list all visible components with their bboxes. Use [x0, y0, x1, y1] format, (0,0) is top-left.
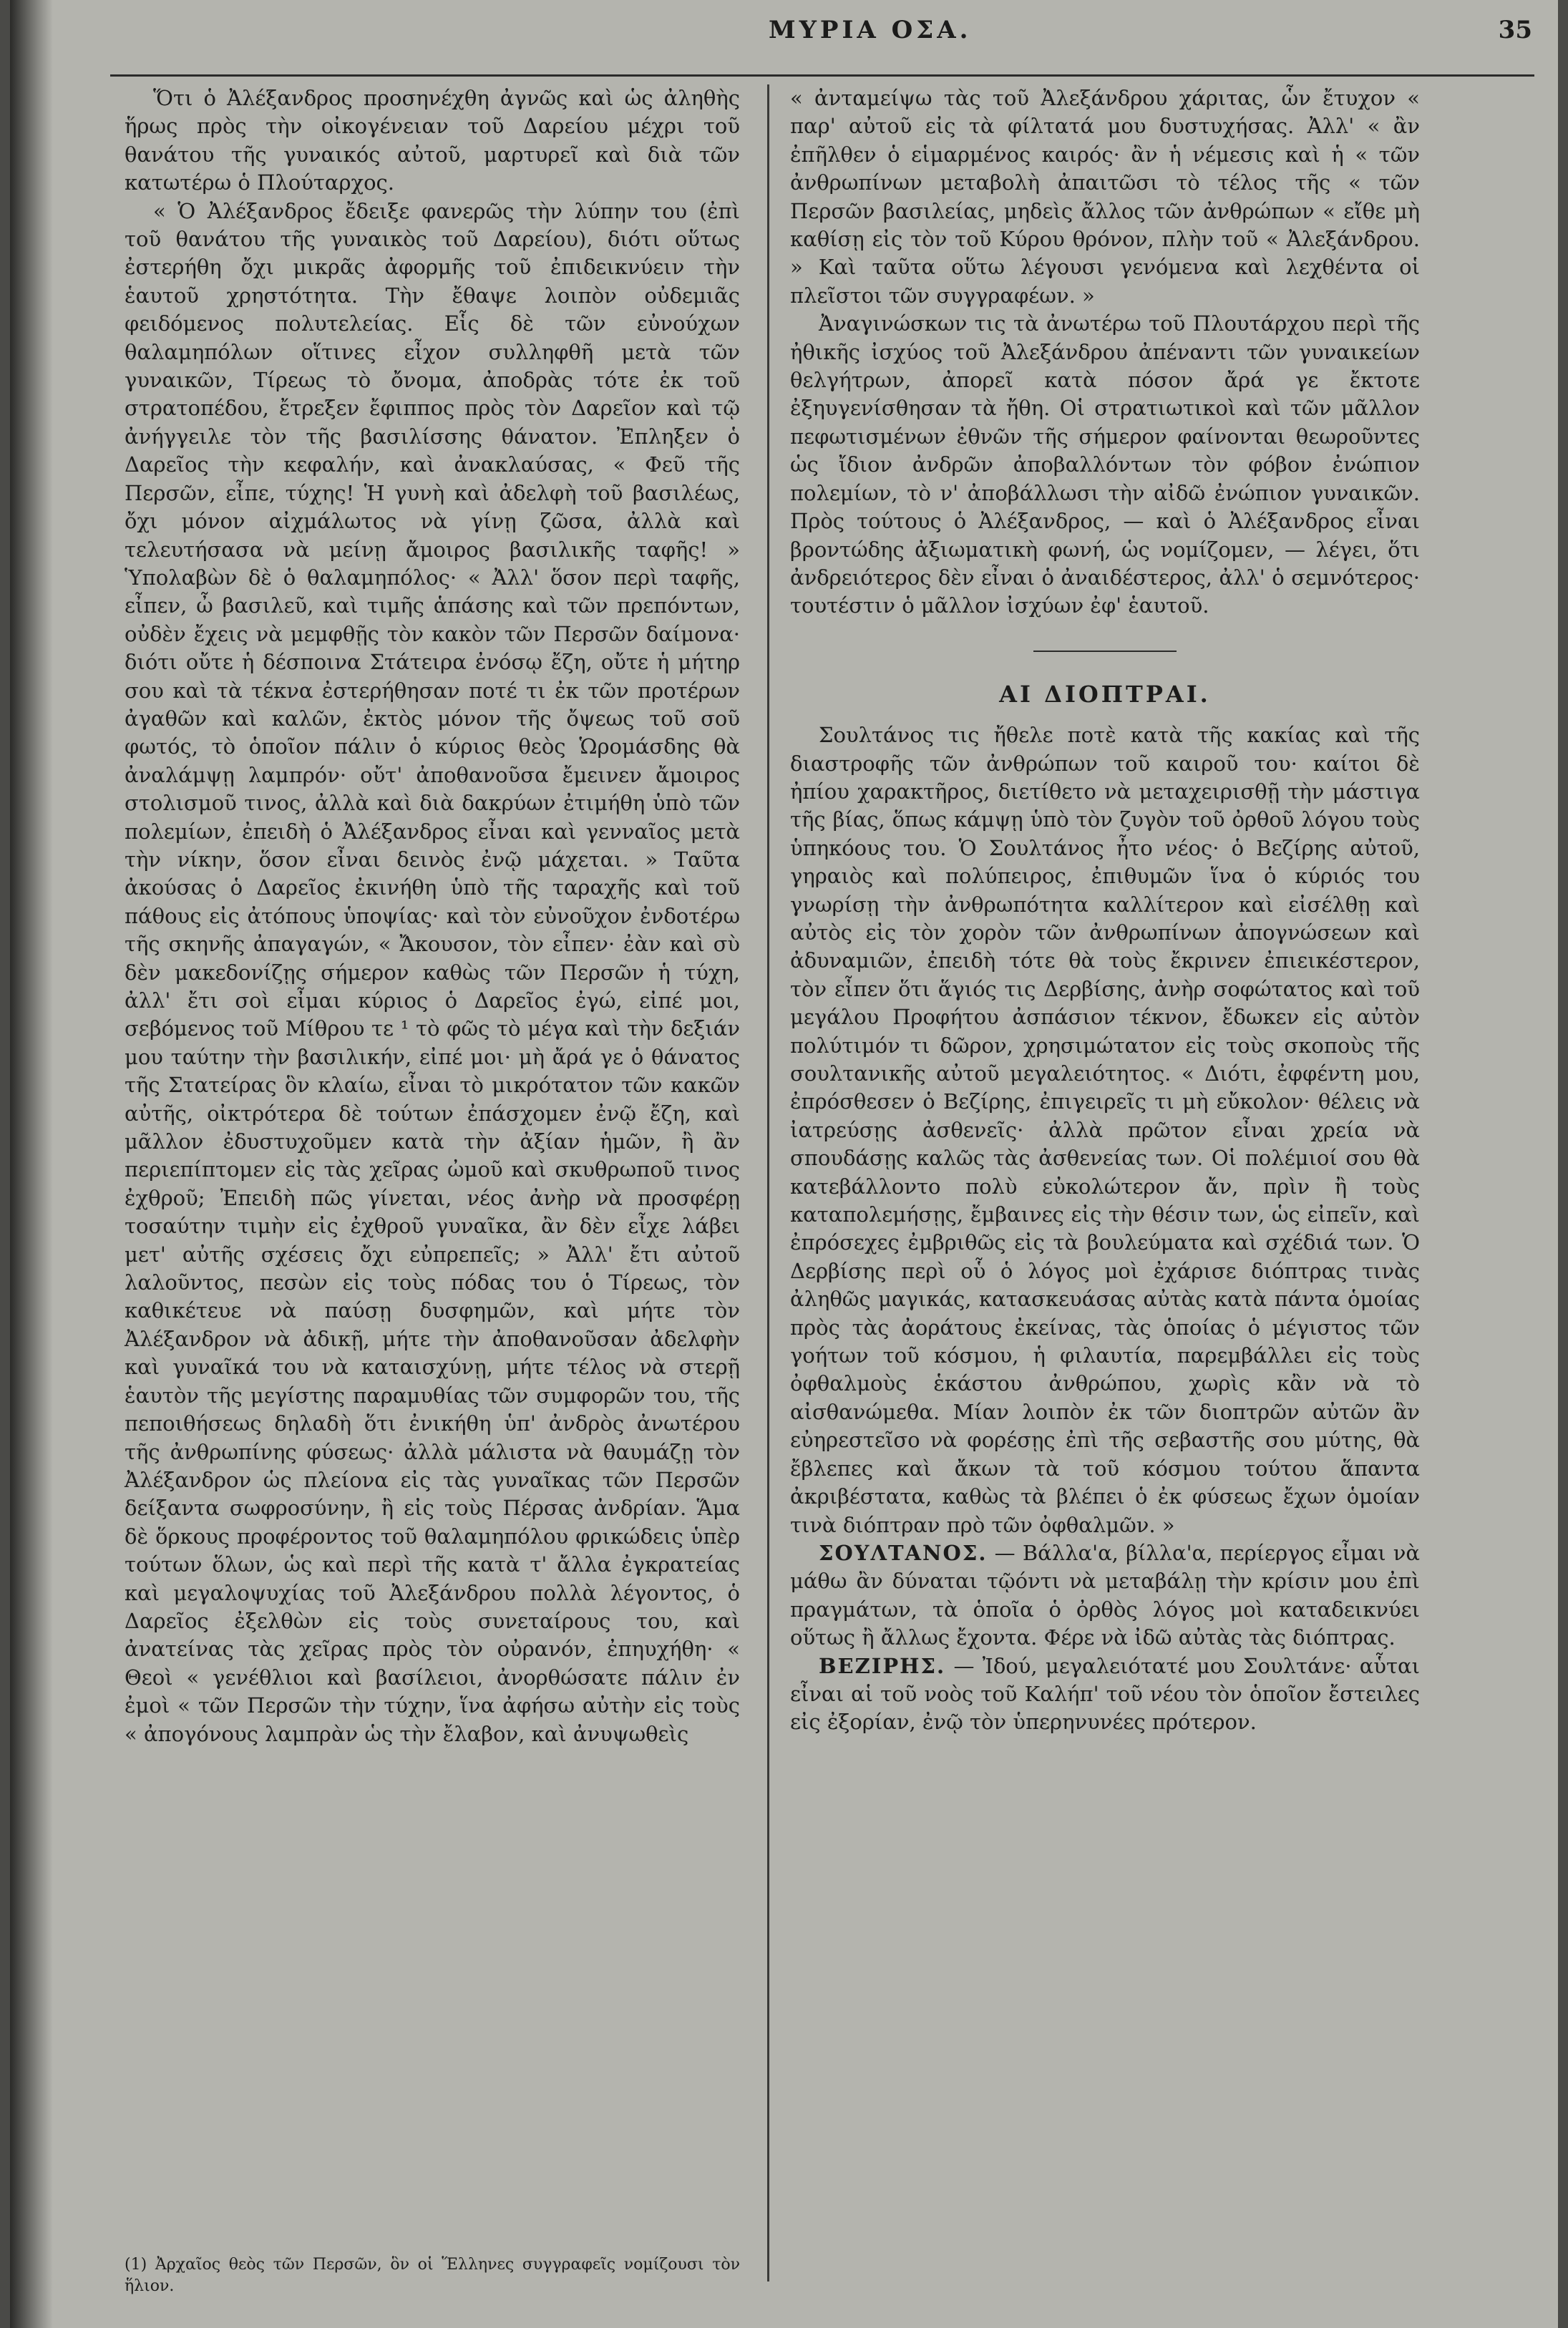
- paragraph-intro: Ὅτι ὁ Ἀλέξανδρος προσηνέχθη ἀγνῶς καὶ ὡς ἀληθὴς ἥρως πρὸς τὴν οἰκογένειαν τοῦ Δαρείου μέχρι τοῦ θανάτου τῆς γυναικός αὐτοῦ, μαρτυρεῖ καὶ διὰ τῶν κατωτέρω ὁ Πλούταρχος.: [125, 86, 740, 195]
- section-divider: [1033, 651, 1177, 652]
- column-divider: [767, 84, 769, 2281]
- page-number: 35: [1498, 16, 1532, 44]
- paragraph-quote-continued: « ἀνταμείψω τὰς τοῦ Ἀλεξάνδρου χάριτας, ὧν ἔτυχον « παρ' αὐτοῦ εἰς τὰ φίλτατά μου δυστυχήσας. Ἀλλ' « ἂν ἐπῆλθεν ὁ εἱμαρμένος καιρός· ἂν ἡ νέμεσις καὶ ἡ « τῶν ἀνθρωπίνων μεταβολὴ ἀπαιτῶσι τὸ τέλος τῆς « τῶν Περσῶν βασιλείας, μηδεὶς ἄλλος τῶν ἀνθρώπων « εἴθε μὴ καθίσῃ εἰς τὸν τοῦ Κύρου θρόνον, πλὴν τοῦ « Ἀλεξάνδρου. » Καὶ ταῦτα οὕτω λέγουσι γενόμενα καὶ λεχθέντα οἱ πλεῖστοι τῶν συγγραφέων. »: [790, 86, 1420, 308]
- paragraph-commentary: Ἀναγινώσκων τις τὰ ἀνωτέρω τοῦ Πλουτάρχου περὶ τῆς ἠθικῆς ἰσχύος τοῦ Ἀλεξάνδρου ἀπέναντι τῶν γυναικείων θελγήτρων, ἀπορεῖ κατὰ πόσον ἄρά γε ἔκτοτε ἐξηυγενίσθησαν τὰ ἤθη. Οἱ στρατιωτικοὶ καὶ τῶν μᾶλλον πεφωτισμένων ἐθνῶν τῆς σήμερον φαίνονται θεωροῦντες ὡς ἴδιον ἀνδρῶν ἀποβαλλόντων τὸν φόβον ἐνώπιον πολεμίων, τὸ ν' ἀποβάλλωσι τὴν αἰδῶ ἐνώπιον γυναικῶν. Πρὸς τούτους ὁ Ἀλέξανδρος, — καὶ ὁ Ἀλέξανδρος εἶναι βροντώδης ἀξιωματικὴ φωνή, ὡς νομίζομεν, — λέγει, ὅτι ἀνδρειότερος δὲν εἶναι ὁ ἀναιδέστερος, ἀλλ' ὁ σεμνότερος· τουτέστιν ὁ μᾶλλον ἰσχύων ἐφ' ἑαυτοῦ.: [790, 311, 1420, 618]
- speaker-sultan: ΣΟΥΛΤΑΝΟΣ.: [819, 1540, 988, 1565]
- paragraph-story: Σουλτάνος τις ἤθελε ποτὲ κατὰ τῆς κακίας καὶ τῆς διαστροφῆς τῶν ἀνθρώπων τοῦ καιροῦ του· καίτοι δὲ ἠπίου χαρακτῆρος, διετίθετο νὰ μεταχειρισθῇ τὴν μάστιγα τῆς βίας, ὅπως κάμψῃ ὑπὸ τὸν ζυγὸν τοῦ ὀρθοῦ λόγου τοὺς ὑπηκόους του. Ὁ Σουλτάνος ἦτο νέος· ὁ Βεζίρης αὐτοῦ, γηραιὸς καὶ πολύπειρος, ἐπιθυμῶν ἵνα ὁ κύριός του γνωρίσῃ τὴν ἀνθρωπότητα καλλίτερον καὶ εἰσέλθῃ καὶ αὐτὸς εἰς τὸν χορὸν τῶν ἀνθρωπίνων ἀπογνώσεων καὶ ἀδυναμιῶν, ἐπειδὴ τότε θὰ τοὺς ἔκρινεν ἐπιεικέστερον, τὸν εἶπεν ὅτι ἅγιός τις Δερβίσης, ἀνὴρ σοφώτατος καὶ τοῦ μεγάλου Προφήτου ἀσπάσιον τέκνον, ἔδωκεν εἰς αὐτὸν πολύτιμόν τι δῶρον, χρησιμώτατον εἰς τοὺς σκοποὺς τῆς σουλτανικῆς αὐτοῦ μεγαλειότητος. « Διότι, ἐφφέντη μου, ἐπρόσθεσεν ὁ Βεζίρης, ἐπιγειρεῖς τι μὴ εὔκολον· θέλεις νὰ ἰατρεύσῃς ἀσθενεῖς· ἀλλὰ πρῶτον εἶναι χρεία νὰ σπουδάσῃς καλῶς τὰς ἀσθενείας των. Οἱ πολέμιοί σου θὰ κατεβάλλοντο πολὺ εὐκολώτερον ἄν, πρὶν ἢ τοὺς καταπολεμήσῃς, ἔμβαινες εἰς τὴν θέσιν των, ὡς εἰπεῖν, καὶ ἐπρόσεχες ἐμβριθῶς εἰς τὰ βουλεύματα καὶ σχέδιά των. Ὁ Δερβίσης περὶ οὗ ὁ λόγος μοὶ ἐχάρισε διόπτρας τινὰς ἀληθῶς μαγικάς, κατασκευάσας αὐτὰς κατὰ πάντα ὁμοίας πρὸς τὰς ἀοράτους ἐκείνας, τὰς ὁποίας ὁ μέγιστος τῶν γοήτων τοῦ κόσμου, ἡ φιλαυτία, παρεμβάλλει εἰς τοὺς ὀφθαλμοὺς ἑκάστου ἀνθρώπου, χωρὶς κἂν νὰ τὸ αἰσθανώμεθα. Μίαν λοιπὸν ἐκ τῶν διοπτρῶν αὐτῶν ἂν εὐηρεστεῖσο νὰ φορέσῃς ἐπὶ τῆς σεβαστῆς σου μύτης, θὰ ἔβλεπες καὶ ἄκων τὰ τοῦ κόσμου τούτου ἅπαντα ἀκριβέστατα, καθὼς τὰ βλέπει ὁ ἐκ φύσεως ἔχων ὁμοίαν τινὰ διόπτραν πρὸ τῶν ὀφθαλμῶν. »: [790, 723, 1420, 1537]
- right-column: [790, 84, 1420, 1737]
- dialogue-sultan: [790, 1539, 1420, 1652]
- left-column: [125, 84, 740, 1748]
- sultan-line: — Βάλλα'α, βίλλα'α, περίεργος εἶμαι νὰ μάθω ἂν δύναται τῷόντι νὰ μεταβάλῃ τὴν κρίσιν μου ἐπὶ πραγμάτων, τὰ ὁποῖα ὁ ὀρθὸς λόγος μοὶ καταδεικνύει οὕτως ἢ ἄλλως ἔχοντα. Φέρε νὰ ἰδῶ αὐτὰς τὰς διόπτρας.: [790, 1540, 1421, 1650]
- newspaper-page: [10, 0, 1558, 2328]
- section-title: ΑΙ ΔΙΟΠΤΡΑΙ.: [999, 680, 1211, 708]
- speaker-vizier: ΒΕΖΙΡΗΣ.: [819, 1653, 946, 1678]
- running-head: ΜΥΡΙΑ ΟΣΑ.: [769, 16, 972, 44]
- dialogue-vizier: [790, 1652, 1420, 1737]
- paragraph-plutarch-quote: « Ὁ Ἀλέξανδρος ἔδειξε φανερῶς τὴν λύπην του (ἐπὶ τοῦ θανάτου τῆς γυναικὸς τοῦ Δαρείου), διότι οὕτως ἐστερήθη ὄχι μικρᾶς ἀφορμῆς τοῦ ἐπιδεικνύειν τὴν ἑαυτοῦ χρηστότητα. Τὴν ἔθαψε λοιπὸν οὐδεμιᾶς φειδόμενος πολυτελείας. Εἷς δὲ τῶν εὐνούχων θαλαμηπόλων οἵτινες εἶχον συλληφθῆ μετὰ τῶν γυναικῶν, Τίρεως τὸ ὄνομα, ἀποδρὰς τότε ἐκ τοῦ στρατοπέδου, ἔτρεξεν ἔφιππος πρὸς τὸν Δαρεῖον καὶ τῷ ἀνήγγειλε τὸν τῆς βασιλίσσης θάνατον. Ἐπληξεν ὁ Δαρεῖος τὴν κεφαλήν, καὶ ἀνακλαύσας, « Φεῦ τῆς Περσῶν, εἶπε, τύχης! Ἡ γυνὴ καὶ ἀδελφὴ τοῦ βασιλέως, ὄχι μόνον αἰχμάλωτος νὰ γίνῃ ζῶσα, ἀλλὰ καὶ τελευτήσασα νὰ μείνῃ ἄμοιρος βασιλικῆς ταφῆς! » Ὑπολαβὼν δὲ ὁ θαλαμηπόλος· « Ἀλλ' ὅσον περὶ ταφῆς, εἶπεν, ὦ βασιλεῦ, καὶ τιμῆς ἁπάσης καὶ τῶν πρεπόντων, οὐδὲν ἔχεις νὰ μεμφθῇς τὸν κακὸν τῶν Περσῶν δαίμονα· διότι οὔτε ἡ δέσποινα Στάτειρα ἐνόσῳ ἔζη, οὔτε ἡ μήτηρ σου καὶ τὰ τέκνα ἐστερήθησαν ποτέ τι ἐκ τῶν προτέρων ἀγαθῶν καὶ καλῶν, ἐκτὸς μόνον τῆς ὄψεως τοῦ σοῦ φωτός, τὸ ὁποῖον πάλιν ὁ κύριος θεὸς Ὡρομάσδης θὰ ἀναλάμψῃ λαμπρόν· οὔτ' ἀποθανοῦσα ἔμεινεν ἄμοιρος στολισμοῦ τινος, ἀλλὰ καὶ διὰ δακρύων ἐτιμήθη ὑπὸ τῶν πολεμίων, ἐπειδὴ ὁ Ἀλέξανδρος εἶναι καὶ γενναῖος μετὰ τὴν νίκην, ὅσον εἶναι δεινὸς ἐνῷ μάχεται. » Ταῦτα ἀκούσας ὁ Δαρεῖος ἐκινήθη ὑπὸ τῆς ταραχῆς καὶ τοῦ πάθους εἰς ἀτόπους ὑποψίας· καὶ τὸν εὐνοῦχον ἐνδοτέρω τῆς σκηνῆς ἀπαγαγών, « Ἄκουσον, τὸν εἶπεν· ἐὰν καὶ σὺ δὲν μακεδονίζῃς σήμερον καθὼς τῶν Περσῶν ἡ τύχη, ἀλλ' ἔτι σοὶ εἶμαι κύριος ὁ Δαρεῖος ἐγώ, εἰπέ μοι, σεβόμενος τοῦ Μίθρου τε ¹ τὸ φῶς τὸ μέγα καὶ τὴν δεξιάν μου ταύτην τὴν βασιλικήν, εἰπέ μοι· μὴ ἄρά γε ὁ θάνατος τῆς Στατείρας ὃν κλαίω, εἶναι τὸ μικρότατον τῶν κακῶν αὐτῆς, οἰκτρότερα δὲ τούτων ἐπάσχομεν ἐνῷ ἔζη, καὶ μᾶλλον ἐδυστυχοῦμεν κατὰ τὴν ἀξίαν ἡμῶν, ἢ ἂν περιεπίπτομεν εἰς τὰς χεῖρας ὠμοῦ καὶ σκυθρωποῦ τινος ἐχθροῦ; Ἐπειδὴ πῶς γίνεται, νέος ἀνὴρ νὰ προσφέρῃ τοσαύτην τιμὴν εἰς ἐχθροῦ γυναῖκα, ἂν δὲν εἶχε λάβει μετ' αὐτῆς σχέσεις ὄχι εὐπρεπεῖς; » Ἀλλ' ἔτι αὐτοῦ λαλοῦντος, πεσὼν εἰς τοὺς πόδας του ὁ Τίρεως, τὸν καθικέτευε νὰ παύσῃ δυσφημῶν, καὶ μήτε τὸν Ἀλέξανδρον νὰ ἀδικῇ, μήτε τὴν ἀποθανοῦσαν ἀδελφὴν καὶ γυναῖκά του νὰ καταισχύνῃ, μήτε τέλος νὰ στερῇ ἑαυτὸν τῆς μεγίστης παραμυθίας τῶν συμφορῶν του, τῆς πεποιθήσεως δηλαδὴ ὅτι ἐνικήθη ὑπ' ἀνδρὸς ἀνωτέρου τῆς ἀνθρωπίνης φύσεως· ἀλλὰ μάλιστα νὰ θαυμάζῃ τὸν Ἀλέξανδρον ὡς πλείονα εἰς τὰς γυναῖκας τῶν Περσῶν δείξαντα σωφροσύνην, ἢ εἰς τοὺς Πέρσας ἀνδρίαν. Ἅμα δὲ ὅρκους προφέροντος τοῦ θαλαμηπόλου φρικώδεις ὑπὲρ τούτων ὅλων, ὡς καὶ περὶ τῆς κατὰ τ' ἄλλα ἐγκρατείας καὶ μεγαλοψυχίας τοῦ Ἀλεξάνδρου πολλὰ λέγοντος, ὁ Δαρεῖος ἐξελθὼν εἰς τοὺς συνεταίρους του, καὶ ἀνατείνας τὰς χεῖρας πρὸς τὸν οὐρανόν, ἐπηυχήθη· « Θεοὶ « γενέθλιοι καὶ βασίλειοι, ἀνορθώσατε πάλιν ἐν ἐμοὶ « τῶν Περσῶν τὴν τύχην, ἵνα ἀφήσω αὐτὴν εἰς τοὺς « ἀπογόνους λαμπρὰν ὡς τὴν ἔλαβον, καὶ ἀνυψωθεὶς: [125, 198, 740, 1746]
- header-rule: [110, 74, 1534, 77]
- binding-shadow: [10, 0, 53, 2328]
- vizier-line: — Ἰδού, μεγαλειότατέ μου Σουλτάνε· αὗται εἶναι αἱ τοῦ νοὸς τοῦ Καλήπ' τοῦ νέου τὸν ὁποῖον ἔστειλες εἰς ἐξορίαν, ἐνῷ τὸν ὑπερηνυνέες πρότερον.: [790, 1653, 1420, 1735]
- footnote: (1) Ἀρχαῖος θεὸς τῶν Περσῶν, ὃν οἱ Ἕλληνες συγγραφεῖς νομίζουσι τὸν ἥλιον.: [125, 2256, 740, 2295]
